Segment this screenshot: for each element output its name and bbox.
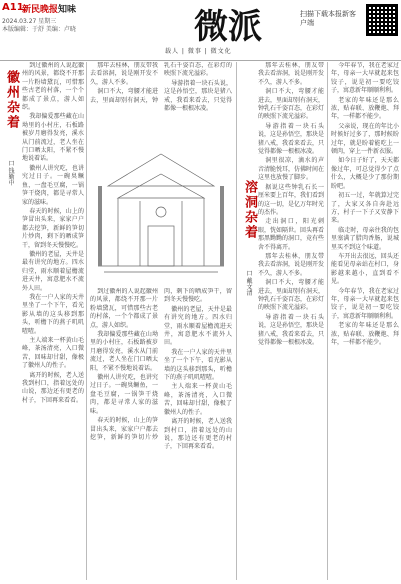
article-1-paragraph: 到过徽州的人说起徽州的风景，都绕不开那一片粉墙黛瓦，可惜那些古老的村落，一个个都成了景点，游人如织。 bbox=[90, 288, 158, 329]
article-3-paragraph: 今年春节，我在老家过年，母亲一大早就起来包饺子，说是初一要吃饺子，寓意新年顺顺利利。 bbox=[331, 62, 399, 95]
article-1-paragraph: 主人端来一杯黄山毛峰，茶汤清亮，入口微苦，回味却甘甜，像极了徽州人的性子。 bbox=[164, 383, 232, 416]
article-3-paragraph: 初五一过，年就算过完了，大家又各自奔赴远方，村子一下子又安静下来。 bbox=[331, 192, 399, 225]
article-2-paragraph: 洞口不大，弯腰才能进去，里面却别有洞天，钟乳石千姿百态，在彩灯的映照下流光溢彩。 bbox=[258, 279, 324, 312]
weipai-logo bbox=[168, 4, 288, 46]
article-2-paragraph: 导游指着一块石头说，这是孙悟空，那块是猪八戒，我看来看去，只觉得都像一根根冰凌。 bbox=[258, 313, 324, 346]
article-1-paragraph: 徽州的老屋，天井是最有讲究的地方。四水归堂，雨水顺着屋檐流进天井，寓意肥水不流外人田。 bbox=[164, 305, 232, 347]
article-2-paragraph: 洞口不大，弯腰才能进去，里面却别有洞天，钟乳石千姿百态，在彩灯的映照下流光溢彩。 bbox=[90, 62, 232, 104]
article-1-paragraph: 徽州的老屋，天井是最有讲究的地方。四水归堂，雨水顺着屋檐流进天井，寓意肥水不流外人田。 bbox=[22, 250, 84, 292]
article-3-column bbox=[331, 62, 399, 580]
article-3-paragraph: 车开出去很远，回头还能看见母亲站在村口，身影越来越小，直到看不见。 bbox=[331, 252, 399, 286]
article-2-paragraph: 导游指着一块石头说，这是孙悟空，那块是猪八戒，我看来看去，只觉得都像一根根冰凌。 bbox=[164, 79, 232, 113]
article-2-paragraph: 据说这些钟乳石长一厘米要上百年，我们看到的这一切，是亿万年时光的杰作。 bbox=[258, 183, 324, 216]
page-number: A11 bbox=[2, 2, 24, 13]
article-1-title: 徽州杂着 bbox=[4, 70, 19, 130]
article-2-paragraph: 那年去桂林，朋友带我去看溶洞，说是刚开发不久，游人不多。 bbox=[90, 62, 158, 86]
editor-line: 本版编辑：于舒 美编：卢晓 bbox=[2, 26, 76, 33]
temple-illustration bbox=[88, 146, 234, 282]
article-1-paragraph: 主人端来一杯黄山毛峰，茶汤清亮，入口微苦，回味却甘甜，像极了徽州人的性子。 bbox=[22, 337, 84, 370]
article-3-paragraph: 如今日子好了，天天都像过年，可总觉得少了点什么，大概是少了那份期盼吧。 bbox=[331, 157, 399, 190]
date-line: 2024.03.27 星期三 bbox=[2, 18, 57, 25]
qr-caption: 扫描下载本报新客户端 bbox=[300, 10, 356, 27]
article-2-title: 溶洞杂着 bbox=[242, 180, 257, 240]
article-2-paragraph: 走出洞口，阳光刺眼，恍如隔世。回头再看那黑黝黝的洞口，竟有些舍不得离开。 bbox=[258, 218, 324, 251]
article-3-paragraph: 今年春节，我在老家过年，母亲一大早就起来包饺子，说是初一要吃饺子，寓意新年顺顺利利。 bbox=[331, 287, 399, 320]
paper-name: 新民晚报 bbox=[22, 5, 59, 15]
article-1-paragraph: 我却偏爱那些藏在山坳里的小村庄，石板路被岁月磨得发亮，溪水从门前流过，老人坐在门口晒太阳，不紧不慢地说着话。 bbox=[22, 113, 84, 163]
article-1-column-2 bbox=[90, 288, 232, 580]
article-1-paragraph: 我却偏爱那些藏在山坳里的小村庄，石板路被岁月磨得发亮，溪水从门前流过，老人坐在门口晒太阳，不紧不慢地说着话。 bbox=[90, 331, 158, 372]
article-3-paragraph: 父亲说，现在的年比小时候好过多了，那时候盼过年，就是盼着能吃上一顿肉，穿上一件新衣服。 bbox=[331, 122, 399, 156]
article-2-paragraph: 洞口不大，弯腰才能进去，里面却别有洞天，钟乳石千姿百态，在彩灯的映照下流光溢彩。 bbox=[258, 88, 324, 121]
article-2-byline: 口 戴文清 bbox=[245, 270, 252, 296]
column-divider bbox=[327, 62, 328, 580]
article-2-paragraph: 导游指着一块石头说，这是孙悟空，那块是猪八戒，我看来看去，只觉得都像一根根冰凌。 bbox=[258, 122, 324, 156]
article-1-paragraph: 离开的时候，老人送我到村口，指着远处的山说，那边还有更老的村子，下回再来看看。 bbox=[164, 418, 232, 451]
article-3-paragraph: 老家的年味还是那么浓，贴春联、放鞭炮、拜年，一样都不能少。 bbox=[331, 96, 399, 121]
article-1-paragraph: 到过徽州的人说起徽州的风景，都绕不开那一片粉墙黛瓦，可惜那些古老的村落，一个个都成了景点，游人如织。 bbox=[22, 62, 84, 112]
article-1-column-1 bbox=[22, 62, 84, 580]
article-1-paragraph: 离开的时候，老人送我到村口，指着远处的山说，那边还有更老的村子，下回再来看看。 bbox=[22, 371, 84, 404]
article-2-paragraph: 那年去桂林，朋友带我去看溶洞，说是刚开发不久，游人不多。 bbox=[258, 62, 324, 86]
article-3-paragraph: 临走时，母亲往我的包里塞满了腊肉香肠，说城里买不到这个味道。 bbox=[331, 226, 399, 251]
article-1-paragraph: 我在一户人家的天井里坐了一个下午，看光影从墙的这头移到那头，听檐下的燕子叽叽喳喳。 bbox=[164, 348, 232, 382]
article-1-paragraph: 徽州人讲究吃，也讲究过日子。一碗臭鳜鱼，一盘毛豆腐，一锅笋干烧肉，都是寻常人家的滋味。 bbox=[90, 374, 158, 415]
article-2-paragraph: 洞里很凉，滴水的声音清脆悦耳，仿佛时间在这里也放慢了脚步。 bbox=[258, 157, 324, 182]
article-1-paragraph: 春天的时候，山上的笋冒出头来，家家户户都去挖笋，新鲜的笋切片炒肉，剩下的晒成笋干，留到冬天慢慢吃。 bbox=[22, 207, 84, 249]
logo-text: 微派 bbox=[194, 7, 262, 46]
column-divider bbox=[236, 62, 237, 580]
article-1-paragraph: 我在一户人家的天井里坐了一个下午，看光影从墙的这头移到那头，听檐下的燕子叽叽喳喳。 bbox=[22, 293, 84, 335]
article-1-paragraph: 春天的时候，山上的笋冒出头来，家家户户都去挖笋，新鲜的笋切片炒肉，剩下的晒成笋干，留到冬天慢慢吃。 bbox=[90, 288, 232, 441]
qr-code-icon[interactable] bbox=[366, 4, 398, 36]
page-header bbox=[0, 0, 401, 61]
article-3-paragraph: 老家的年味还是那么浓，贴春联、放鞭炮、拜年，一样都不能少。 bbox=[331, 322, 399, 346]
article-2-intro bbox=[90, 62, 232, 144]
article-2-paragraph: 那年去桂林，朋友带我去看溶洞，说是刚开发不久，游人不多。 bbox=[258, 252, 324, 277]
logo-subtitle: 载人 | 微事 | 微文化 bbox=[165, 48, 232, 55]
article-2-column bbox=[258, 62, 324, 580]
article-1-paragraph: 徽州人讲究吃，也讲究过日子。一碗臭鳜鱼，一盘毛豆腐，一锅笋干烧肉，都是寻常人家的滋味。 bbox=[22, 164, 84, 206]
article-1-byline: 口 钱勤中 bbox=[7, 160, 14, 186]
section-name: 知味 bbox=[58, 5, 77, 15]
column-divider bbox=[86, 62, 87, 580]
